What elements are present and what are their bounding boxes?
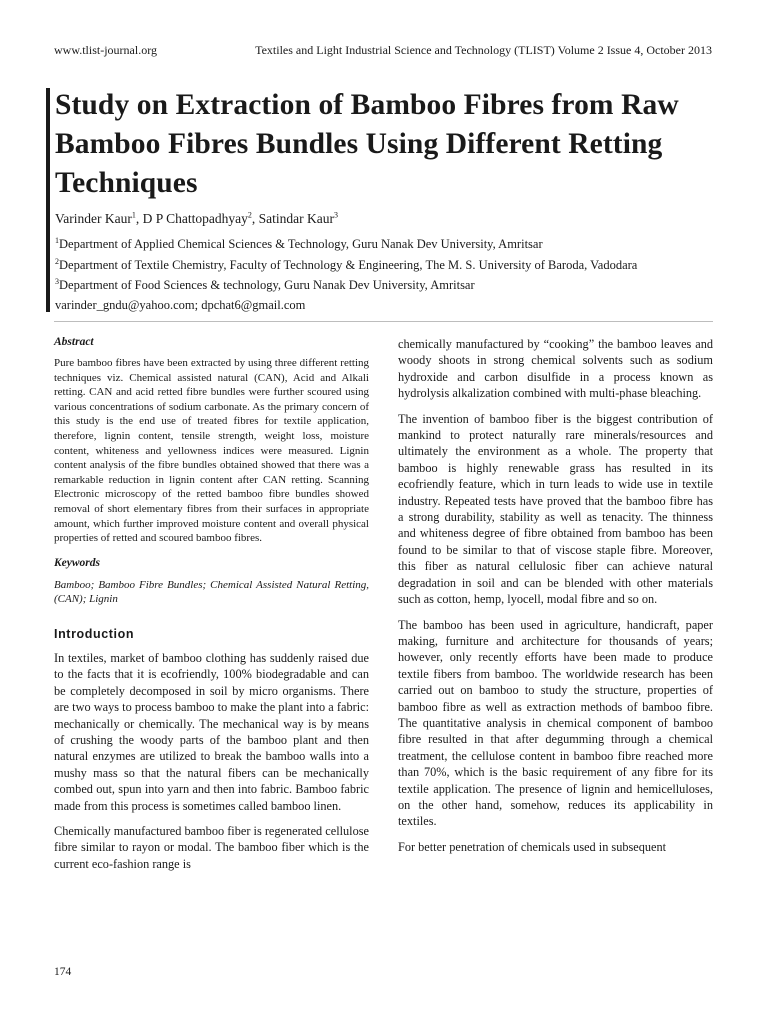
title-accent-bar (46, 88, 50, 312)
affiliation (55, 258, 637, 273)
journal-website[interactable]: www.tlist-journal.org (54, 43, 157, 57)
body-paragraph: In textiles, market of bamboo clothing has suddenly raised due to the facts that it is ecofriendly, 100% biodegradable and can be completely decomposed in soil by micro organisms. There are two ways to process bamboo to make the plant into a fabric: mechanically or chemically. The mechanical way is by means of crushing the woody parts of the bamboo plant and then natural enzymes are utilized to break the bamboo walls into a mushy mass so that the natural fibers can be mechanically combed out, spun into yarn and then into fabric. Bamboo fabric made from this process is sometimes called bamboo linen. (54, 650, 369, 813)
body-paragraph: Chemically manufactured bamboo fiber is regenerated cellulose fibre similar to rayon or modal. The bamboo fiber which is the current eco-fashion range is (54, 823, 369, 871)
author-sup: 1 (131, 210, 136, 220)
affiliation-text: Department of Applied Chemical Sciences & Technology, Guru Nanak Dev University, Amritsar (59, 237, 543, 251)
affiliation-sup: 1 (55, 235, 59, 245)
left-column (54, 336, 369, 881)
author-emails[interactable]: varinder_gndu@yahoo.com; dpchat6@gmail.com (55, 298, 306, 312)
introduction-heading: Introduction (54, 626, 135, 641)
author-name: Varinder Kaur (55, 211, 132, 226)
author-separator: , (135, 211, 143, 226)
author-name: D P Chattopadhyay (142, 211, 248, 226)
author-sup: 2 (247, 210, 252, 220)
right-column (398, 336, 713, 864)
author-separator: , (251, 211, 259, 226)
affiliation-text: Department of Textile Chemistry, Faculty of Technology & Engineering, The M. S. University of Baroda, Vadodara (59, 258, 638, 272)
header-divider (54, 321, 713, 322)
body-paragraph: The bamboo has been used in agriculture, handicraft, paper making, furniture and architecture for thousands of years; however, only recently efforts have been made to produce textile fibers from bamboo. The worldwide research has been carried out on bamboo to study the structure, properties of bamboo fibre as well as extraction methods of bamboo fibre. The quantitative analysis in chemical component of bamboo fibre resulted in that after degumming through a chemical treatment, the cellulose content in bamboo fibre reached more than 70%, which is the basic requirement of any fibre for its textile application. The presence of lignin and hemicelluloses, on the other hand, somehow, reduces its applicability in textiles. (398, 617, 713, 829)
abstract-text: Pure bamboo fibres have been extracted by using three different retting techniques viz. Chemical assisted natural (CAN), Acid and Alkali retting. CAN and acid retted fibre bundles were further scoured using various concentrations of sodium carbonate. As the primary concern of this study is the end use of treated fibres for textile application, therefore, lignin content, tensile strength, weight loss, moisture content, whiteness and yellowness indices were measured. Lignin content analysis of the fibre bundles obtained showed that there was a remarkable reduction in lignin content after CAN retting. Scanning Electronic microscopy of the retted bamboo fibre bundles showed removal of short elementary fibres from their surfaces in appropriate amount, which further improved moisture content and overall physical properties of retted and scoured bamboo fibres. (54, 357, 369, 545)
affiliation-text: Department of Food Sciences & technology, Guru Nanak Dev University, Amritsar (59, 278, 475, 292)
keywords-text: Bamboo; Bamboo Fibre Bundles; Chemical Assisted Natural Retting, (CAN); Lignin (54, 578, 369, 606)
journal-header: Textiles and Light Industrial Science and Technology (TLIST) Volume 2 Issue 4, October 2013 (255, 43, 712, 57)
affiliation (55, 278, 475, 293)
affiliation-sup: 3 (55, 276, 59, 286)
body-paragraph: For better penetration of chemicals used in subsequent (398, 839, 667, 854)
page-number: 174 (54, 966, 72, 978)
affiliation (55, 237, 543, 252)
body-paragraph: The invention of bamboo fiber is the biggest contribution of mankind to protect naturally rare minerals/resources and ultimately the environment as a whole. The property that bamboo is highly renewable grass has resulted in its ecofriendly feature, which in turn leads to wide use in textile industry. Repeated tests have proved that the bamboo fibre has a strong durability, stability as well as tenacity. The thinness and whiteness degree of fibre obtained from bamboo has been found to be similar to that of viscose staple fibre. Moreover, this fiber as natural cellulosic fiber can achieve natural degradation in soil and can be blended with other materials such as cotton, hemp, lyocell, modal fibre and so on. (398, 411, 713, 607)
body-paragraph: chemically manufactured by “cooking” the bamboo leaves and woody shoots in strong chemical solvents such as sodium hydroxide and carbon disulfide in a process known as hydrolysis alkalization combined with multi-phase bleaching. (398, 337, 713, 401)
abstract-heading: Abstract (54, 336, 94, 348)
paper-title: Study on Extraction of Bamboo Fibres from Raw Bamboo Fibres Bundles Using Different Retting Techniques (55, 89, 679, 199)
affiliation-sup: 2 (55, 256, 59, 266)
author-name: Satindar Kaur (258, 211, 334, 226)
author-sup: 3 (333, 210, 338, 220)
keywords-heading: Keywords (54, 556, 100, 569)
author-list (55, 211, 338, 227)
